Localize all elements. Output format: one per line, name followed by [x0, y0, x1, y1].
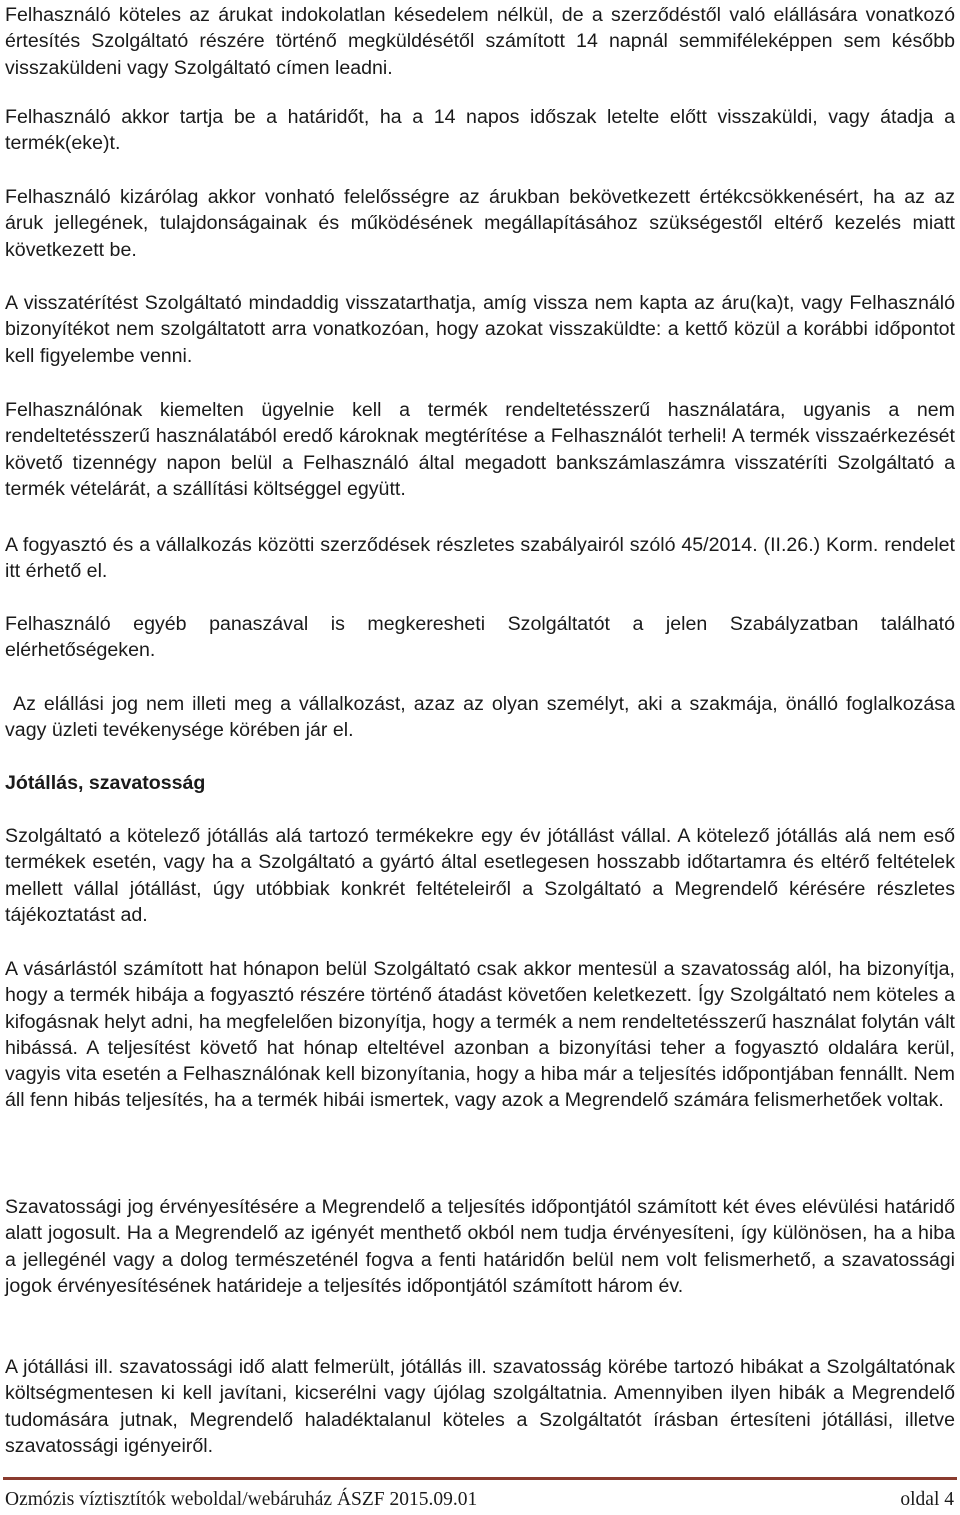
- paragraph-burden-of-proof: A vásárlástól számított hat hónapon belül Szolgáltató csak akkor mentesül a szavatosság alól, ha bizonyítja, hogy a termék hibája a fogyasztó részére történő átadást követően keletkezett. Így Szolgáltató nem köteles a kifogásnak helyt adni, ha megfelelően bizonyítja, hogy a termék a nem rendeltetésszerű használat folytán vált hibássá. A teljesítést követő hat hónap elteltével azonban a bizonyítási teher a fogyasztó oldalára kerül, vagyis vita esetén a Felhasználónak kell bizonyítania, hogy a hiba már a teljesítés időpontjában fennállt. Nem áll fenn hibás teljesítés, ha a termék hibái ismertek, vagy azok a Megrendelő számára felismerhetőek voltak.: [5, 958, 955, 1112]
- section-heading-warranty: Jótállás, szavatosság: [5, 772, 206, 794]
- page-footer: [5, 1488, 954, 1512]
- footer-divider: [3, 1477, 957, 1480]
- paragraph-return-deadline: Felhasználó köteles az árukat indokolatlan késedelem nélkül, de a szerződéstől való elállására vonatkozó értesítés Szolgáltató részére történő megküldésétől számított 14 napnál semmiféleképpen sem később visszaküldeni vagy Szolgáltató címen leadni.: [5, 4, 955, 79]
- paragraph-repair-obligation: A jótállási ill. szavatossági idő alatt felmerült, jótállás ill. szavatosság körébe tartozó hibákat a Szolgáltatónak költségmentesen ki kell javítani, kicserélni vagy újólag szolgáltatnia. Amennyiben ilyen hibák a Megrendelő tudomására jutnak, Megrendelő haladéktalanul köteles a Szolgáltatót írásban értesíteni jótállási, illetve szavatossági igényeiről.: [5, 1356, 955, 1457]
- paragraph-refund-withholding: A visszatérítést Szolgáltató mindaddig visszatarthatja, amíg vissza nem kapta az áru(ka)t, vagy Felhasználó bizonyítékot nem szolgáltatott arra vonatkozóan, hogy azokat visszaküldte: a kettő közül a korábbi időpontot kell figyelembe venni.: [5, 292, 955, 367]
- paragraph-deadline-kept: Felhasználó akkor tartja be a határidőt, ha a 14 napos időszak letelte előtt visszaküldi, vagy átadja a termék(eke)t.: [5, 106, 955, 155]
- paragraph-business-exclusion: Az elállási jog nem illeti meg a vállalkozást, azaz az olyan személyt, aki a szakmája, önálló foglalkozása vagy üzleti tevékenysége körében jár el.: [5, 693, 960, 742]
- paragraph-warranty-period: Szolgáltató a kötelező jótállás alá tartozó termékekre egy év jótállást vállal. A kötelező jótállás alá nem eső termékek esetén, vagy ha a Szolgáltató a gyártó által esetlegesen hosszabb időtartamra és eltérő feltételek mellett vállal jótállást, úgy utóbbiak konkrét feltételeiről a Szolgáltató a Megrendelő kérésére részletes tájékoztatást ad.: [5, 825, 955, 926]
- paragraph-value-decrease: Felhasználó kizárólag akkor vonható felelősségre az árukban bekövetkezett értékcsökkenésért, ha az az áruk jellegének, tulajdonságainak és működésének megállapításához szükségestől eltérő kezelés miatt következett be.: [5, 186, 955, 261]
- paragraph-limitation-period: Szavatossági jog érvényesítésére a Megrendelő a teljesítés időpontjától számított két éves elévülési határidő alatt jogosult. Ha a Megrendelő az igényét menthető okból nem tudja érvényesíteni, így különösen, ha a hiba a jellegénél vagy a dolog természeténél fogva a fenti határidőn belül nem volt felismerhető, a szavatossági jogok érvényesítésének határideje a teljesítés időpontjától számított három év.: [5, 1196, 955, 1297]
- paragraph-complaints: Felhasználó egyéb panaszával is megkeresheti Szolgáltatót a jelen Szabályzatban található elérhetőségeken.: [5, 613, 955, 662]
- paragraph-proper-use: Felhasználónak kiemelten ügyelnie kell a termék rendeltetésszerű használatára, ugyanis a nem rendeltetésszerű használatából eredő károknak megtérítése a Felhasználót terheli! A termék visszaérkezését követő tizennégy napon belül a Felhasználó által megadott bankszámlaszámra visszatéríti Szolgáltató a termék vételárát, a szállítási költséggel együtt.: [5, 399, 955, 500]
- footer-document-title: Ozmózis víztisztítók weboldal/webáruház ÁSZF 2015.09.01: [5, 1489, 478, 1510]
- paragraph-regulation-reference: A fogyasztó és a vállalkozás közötti szerződések részletes szabályairól szóló 45/2014. (II.26.) Korm. rendelet itt érhető el.: [5, 534, 955, 583]
- footer-page-number: oldal 4: [900, 1489, 954, 1510]
